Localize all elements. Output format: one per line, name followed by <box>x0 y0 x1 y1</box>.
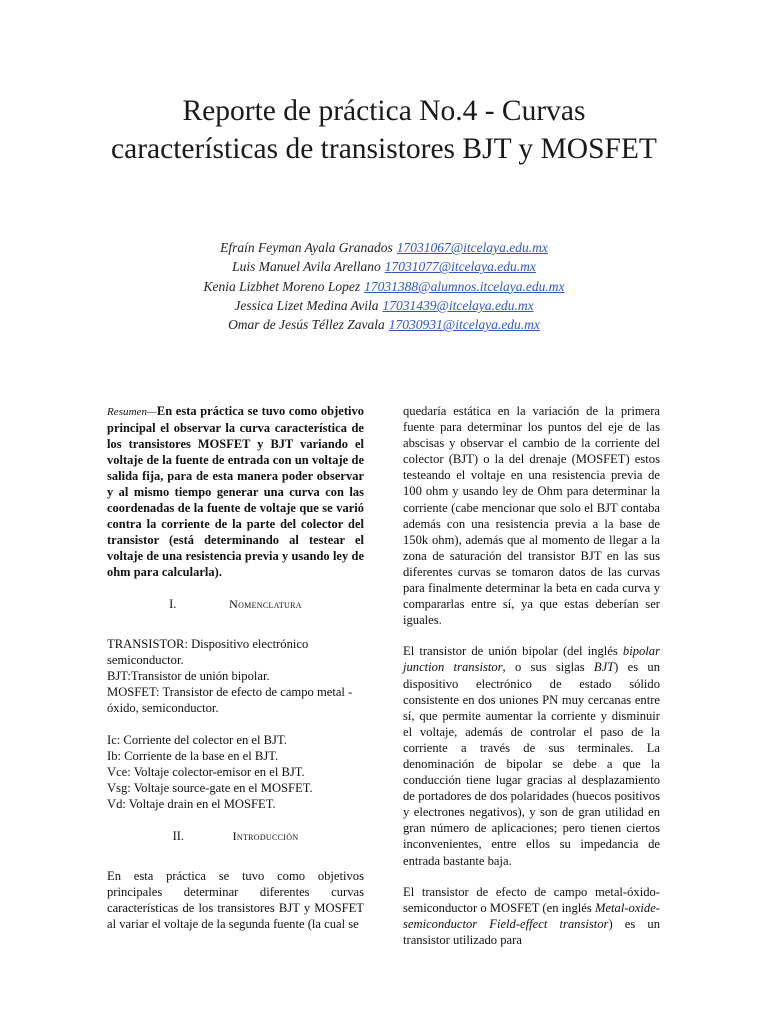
section-name: Introducción <box>232 828 299 843</box>
author-email-link[interactable]: 17031439@itcelaya.edu.mx <box>382 297 534 313</box>
nomenclature-list <box>107 636 364 813</box>
bjt-paragraph: El transistor de unión bipolar (del inglés bipolar junction transistor, o sus siglas BJT) es un dispositivo electrónico de estado sólido consistente en dos uniones PN muy cercanas entre sí, que permite aumentar la corriente y disminuir el voltaje, además de controlar el paso de la corriente a través de sus terminales. La denominación de bipolar se debe a que la conducción tiene lugar gracias al desplazamiento de portadores de dos polaridades (huecos positivos y electrones negativos), y son de gran utilidad en gran número de aplicaciones; pero tienen ciertos inconvenientes, entre ellos su impedancia de entrada bastante baja. <box>403 644 660 868</box>
author-entry <box>100 315 668 334</box>
nomenclature-item: TRANSISTOR: Dispositivo electrónico semiconductor. <box>107 636 309 667</box>
author-name: Omar de Jesús Téllez Zavala <box>228 317 385 333</box>
right-column <box>403 403 660 948</box>
nomenclature-item: Ib: Corriente de la base en el BJT. <box>107 749 279 764</box>
author-name: Efraín Feyman Ayala Granados <box>220 240 393 255</box>
section-number: II. <box>172 828 185 843</box>
author-email-link[interactable]: 17030931@itcelaya.edu.mx <box>388 317 540 333</box>
author-entry <box>100 238 668 257</box>
author-name: Kenia Lizbhet Moreno Lopez <box>203 278 361 294</box>
author-entry <box>100 277 668 296</box>
author-email-link[interactable]: 17031067@itcelaya.edu.mx <box>396 240 548 255</box>
nomenclature-item: Vce: Voltaje colector-emisor en el BJT. <box>107 765 305 780</box>
author-entry <box>100 296 668 315</box>
author-email-link[interactable]: 17031388@alumnos.itcelaya.edu.mx <box>364 278 565 294</box>
paper-title: Reporte de práctica No.4 - Curvas características de transistores BJT y MOSFET <box>111 95 657 165</box>
section-number: I. <box>169 596 177 611</box>
author-entry <box>100 257 668 276</box>
mosfet-paragraph: El transistor de efecto de campo metal-óxido-semiconductor o MOSFET (en inglés Metal-oxide-semiconductor Field-effect transistor) es un transistor utilizado para <box>403 884 660 947</box>
intro-paragraph: En esta práctica se tuvo como objetivos principales determinar diferentes curvas características de los transistores BJT y MOSFET al variar el voltaje de la segunda fuente (la cual se <box>107 868 364 931</box>
section-heading-nomenclatura <box>107 596 364 612</box>
author-email-link[interactable]: 17031077@itcelaya.edu.mx <box>384 259 536 275</box>
nomenclature-item: Vd: Voltaje drain en el MOSFET. <box>107 797 276 812</box>
section-name: Nomenclatura <box>229 596 302 611</box>
abstract-lead: Resumen— <box>107 406 157 418</box>
author-name: Luis Manuel Avila Arellano <box>232 259 381 275</box>
author-name: Jessica Lizet Medina Avila <box>234 297 379 313</box>
left-column <box>107 403 364 932</box>
nomenclature-item: MOSFET: Transistor de efecto de campo metal - óxido, semiconductor. <box>107 684 353 715</box>
abstract-text: En esta práctica se tuvo como objetivo principal el observar la curva característica de los transistores MOSFET y BJT variando el voltaje de la fuente de entrada con un voltaje de salida fija, para de esta manera poder observar y al mismo tiempo generar una curva con las coordenadas de la fuente de voltaje que se varió contra la corriente de la parte del colector del transistor (está determinando al testear el voltaje de una resistencia previa y usando ley de ohm para calcularla). <box>107 404 364 580</box>
author-list <box>100 238 668 334</box>
section-heading-introduccion <box>107 828 364 844</box>
abstract <box>107 403 364 581</box>
intro-continuation-paragraph: quedaría estática en la variación de la primera fuente para determinar los puntos del eje de las abscisas y observar el cambio de la corriente del colector (BJT) o la del drenaje (MOSFET) estos testeando el voltaje en una resistencia previa de 100 ohm y usando ley de Ohm para determinar la corriente (cabe mencionar que solo el BJT contaba además con una resistencia previa a la base de 150k ohm), además que al momento de llegar a la zona de saturación del transistor BJT en las sus diferentes curvas se tomaron datos de las curvas para finalmente determinar la beta en cada curva y compararlas entre sí, ya que estas deberían ser iguales. <box>403 404 660 628</box>
nomenclature-item: Vsg: Voltaje source-gate en el MOSFET. <box>107 781 313 796</box>
nomenclature-item: Ic: Corriente del colector en el BJT. <box>107 733 287 748</box>
nomenclature-item: BJT:Transistor de unión bipolar. <box>107 668 270 683</box>
